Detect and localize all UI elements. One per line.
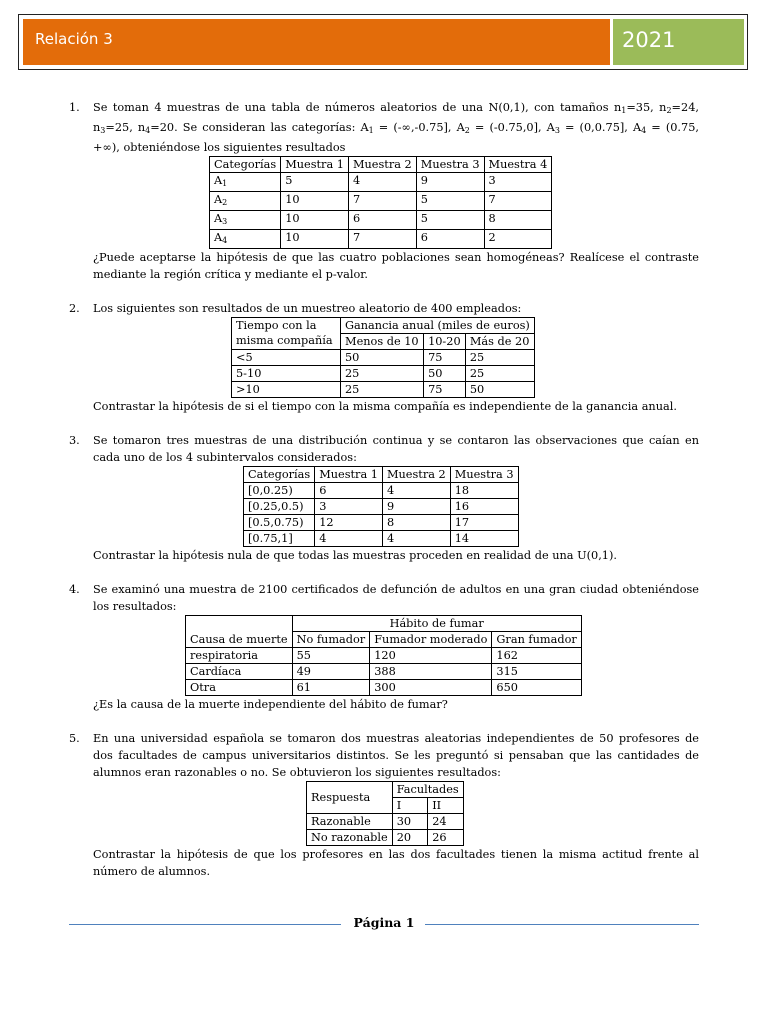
table-row	[210, 211, 552, 230]
cell: 4	[382, 531, 450, 547]
header-cell: Muestra 2	[348, 157, 416, 173]
row-label: $A_3$	[210, 211, 281, 230]
cell: 3	[484, 173, 552, 192]
cell: 8	[382, 515, 450, 531]
cell: 18	[450, 483, 518, 499]
cell: 50	[341, 350, 424, 366]
header-cell: II	[428, 798, 464, 814]
row-label: Razonable	[307, 814, 393, 830]
problem-intro: Los siguientes son resultados de un muestreo aleatorio de 400 empleados:	[93, 302, 522, 315]
table-row	[210, 230, 552, 249]
table-2	[231, 317, 535, 398]
cell: 10	[281, 192, 349, 211]
table-row	[232, 350, 535, 366]
problem-question: Contrastar la hipótesis de que los profesores en las dos facultades tienen la misma actitud frente al número de alumnos.	[93, 848, 699, 878]
problem-1	[69, 99, 699, 283]
cell: 75	[424, 350, 466, 366]
cell: 7	[348, 192, 416, 211]
row-label: 5-10	[232, 366, 341, 382]
row-label: [0.25,0.5)	[244, 499, 315, 515]
header-cell: Muestra 2	[382, 467, 450, 483]
header-title: Relación 3	[23, 19, 610, 65]
row-label: $A_1$	[210, 173, 281, 192]
problem-5	[69, 730, 699, 880]
table-row	[307, 830, 464, 846]
table-row	[186, 680, 582, 696]
cell: 14	[450, 531, 518, 547]
row-label: [0.75,1]	[244, 531, 315, 547]
cell: 4	[348, 173, 416, 192]
header-cell: Más de 20	[465, 334, 534, 350]
header-cell: Menos de 10	[341, 334, 424, 350]
header-cell: Muestra 1	[315, 467, 383, 483]
table-row	[307, 814, 464, 830]
problem-number: 3.	[69, 434, 80, 447]
header-cell: Hábito de fumar	[292, 616, 581, 632]
cell: 300	[370, 680, 492, 696]
header-cell: Muestra 1	[281, 157, 349, 173]
row-label: respiratoria	[186, 648, 293, 664]
cell: 49	[292, 664, 370, 680]
problem-number: 4.	[69, 583, 80, 596]
cell: 24	[428, 814, 464, 830]
row-label: $A_4$	[210, 230, 281, 249]
cell: 17	[450, 515, 518, 531]
cell: 162	[492, 648, 581, 664]
cell: 25	[465, 350, 534, 366]
cell: 4	[382, 483, 450, 499]
problem-4	[69, 581, 699, 713]
cell: 6	[416, 230, 484, 249]
header-cell: Fumador moderado	[370, 632, 492, 648]
row-label: [0,0.25)	[244, 483, 315, 499]
cell: 9	[416, 173, 484, 192]
cell: 3	[315, 499, 383, 515]
header-cell: Respuesta	[307, 782, 393, 814]
row-label: $A_2$	[210, 192, 281, 211]
problem-intro: Se toman 4 muestras de una tabla de números aleatorios de una N(0,1), con tamaños $n_1=35$, $n_2=24$, $n_3=25$, $n_4=20$. Se consideran las categorías: $A_1 = (-\infty,-0.75]$, $A_2 = (-0.75,0]$, $A_3 = (0,0.75]$, $A_4 = (0.75$, +∞), obteniéndose los siguientes resultados	[93, 101, 699, 154]
problem-number: 1.	[69, 101, 80, 114]
table-header-row	[232, 318, 535, 334]
problem-question: Contrastar la hipótesis de si el tiempo con la misma compañía es independiente de la ganancia anual.	[93, 400, 677, 413]
header-cell: Categorías	[244, 467, 315, 483]
table-row	[232, 382, 535, 398]
table-row	[244, 499, 519, 515]
problem-intro: Se examinó una muestra de 2100 certificados de defunción de adultos en una gran ciudad obteniéndose los resultados:	[93, 583, 699, 613]
table-row	[210, 192, 552, 211]
cell: 25	[341, 382, 424, 398]
table-row	[186, 648, 582, 664]
problem-question: Contrastar la hipótesis nula de que todas las muestras proceden en realidad de una U(0,1).	[93, 549, 617, 562]
header-cell: Gran fumador	[492, 632, 581, 648]
cell: 5	[416, 192, 484, 211]
table-row	[210, 173, 552, 192]
problem-number: 5.	[69, 732, 80, 745]
problem-intro: Se tomaron tres muestras de una distribución continua y se contaron las observaciones que caían en cada uno de los 4 subintervalos considerados:	[93, 434, 699, 464]
table-row	[186, 664, 582, 680]
table-4	[185, 615, 582, 696]
table-row	[244, 531, 519, 547]
table-row	[244, 515, 519, 531]
cell: 388	[370, 664, 492, 680]
table-row	[244, 483, 519, 499]
page-number: Página 1	[353, 915, 415, 930]
cell: 650	[492, 680, 581, 696]
row-label: Otra	[186, 680, 293, 696]
problem-3	[69, 432, 699, 564]
cell: 9	[382, 499, 450, 515]
cell: 25	[341, 366, 424, 382]
document-body	[69, 99, 699, 880]
cell: 20	[392, 830, 428, 846]
cell: 10	[281, 211, 349, 230]
problem-intro: En una universidad española se tomaron dos muestras aleatorias independientes de 50 profesores de dos facultades de campus universitarios distintos. Se les preguntó si pensaban que las cantidades de alumnos eran razonables o no. Se obtuvieron los siguientes resultados:	[93, 732, 699, 779]
header-cell: No fumador	[292, 632, 370, 648]
header-cell: Ganancia anual (miles de euros)	[341, 318, 535, 334]
cell: 6	[315, 483, 383, 499]
cell: 7	[348, 230, 416, 249]
problem-question: ¿Es la causa de la muerte independiente del hábito de fumar?	[93, 698, 448, 711]
cell: 12	[315, 515, 383, 531]
table-header-row	[186, 616, 582, 632]
header-cell: I	[392, 798, 428, 814]
table-1	[209, 156, 552, 249]
cell: 50	[465, 382, 534, 398]
row-label: [0.5,0.75)	[244, 515, 315, 531]
header-cell: Tiempo con la misma compañía	[232, 318, 341, 350]
row-label: <5	[232, 350, 341, 366]
row-label: Cardíaca	[186, 664, 293, 680]
header-cell: Categorías	[210, 157, 281, 173]
cell: 4	[315, 531, 383, 547]
header-cell: Causa de muerte	[186, 616, 293, 648]
problem-2	[69, 300, 699, 415]
cell: 55	[292, 648, 370, 664]
cell: 10	[281, 230, 349, 249]
row-label: >10	[232, 382, 341, 398]
table-row	[232, 366, 535, 382]
cell: 16	[450, 499, 518, 515]
cell: 6	[348, 211, 416, 230]
footer-rule-right	[425, 924, 699, 925]
cell: 50	[424, 366, 466, 382]
problem-question: ¿Puede aceptarse la hipótesis de que las cuatro poblaciones sean homogéneas? Realícese el contraste mediante la región crítica y mediante el p-valor.	[93, 251, 699, 281]
header-cell: Muestra 3	[450, 467, 518, 483]
cell: 30	[392, 814, 428, 830]
header-year: 2021	[613, 19, 744, 65]
cell: 26	[428, 830, 464, 846]
header-cell: Muestra 3	[416, 157, 484, 173]
row-label: No razonable	[307, 830, 393, 846]
cell: 25	[465, 366, 534, 382]
header-cell: Facultades	[392, 782, 463, 798]
cell: 8	[484, 211, 552, 230]
table-header-row	[307, 782, 464, 798]
cell: 61	[292, 680, 370, 696]
table-5	[306, 781, 464, 846]
cell: 2	[484, 230, 552, 249]
cell: 5	[416, 211, 484, 230]
cell: 120	[370, 648, 492, 664]
cell: 315	[492, 664, 581, 680]
header-cell: Muestra 4	[484, 157, 552, 173]
cell: 5	[281, 173, 349, 192]
table-header-row	[244, 467, 519, 483]
cell: 7	[484, 192, 552, 211]
header-cell: 10-20	[424, 334, 466, 350]
problem-number: 2.	[69, 302, 80, 315]
cell: 75	[424, 382, 466, 398]
table-3	[243, 466, 519, 547]
page-footer	[69, 914, 699, 934]
table-header-row	[210, 157, 552, 173]
